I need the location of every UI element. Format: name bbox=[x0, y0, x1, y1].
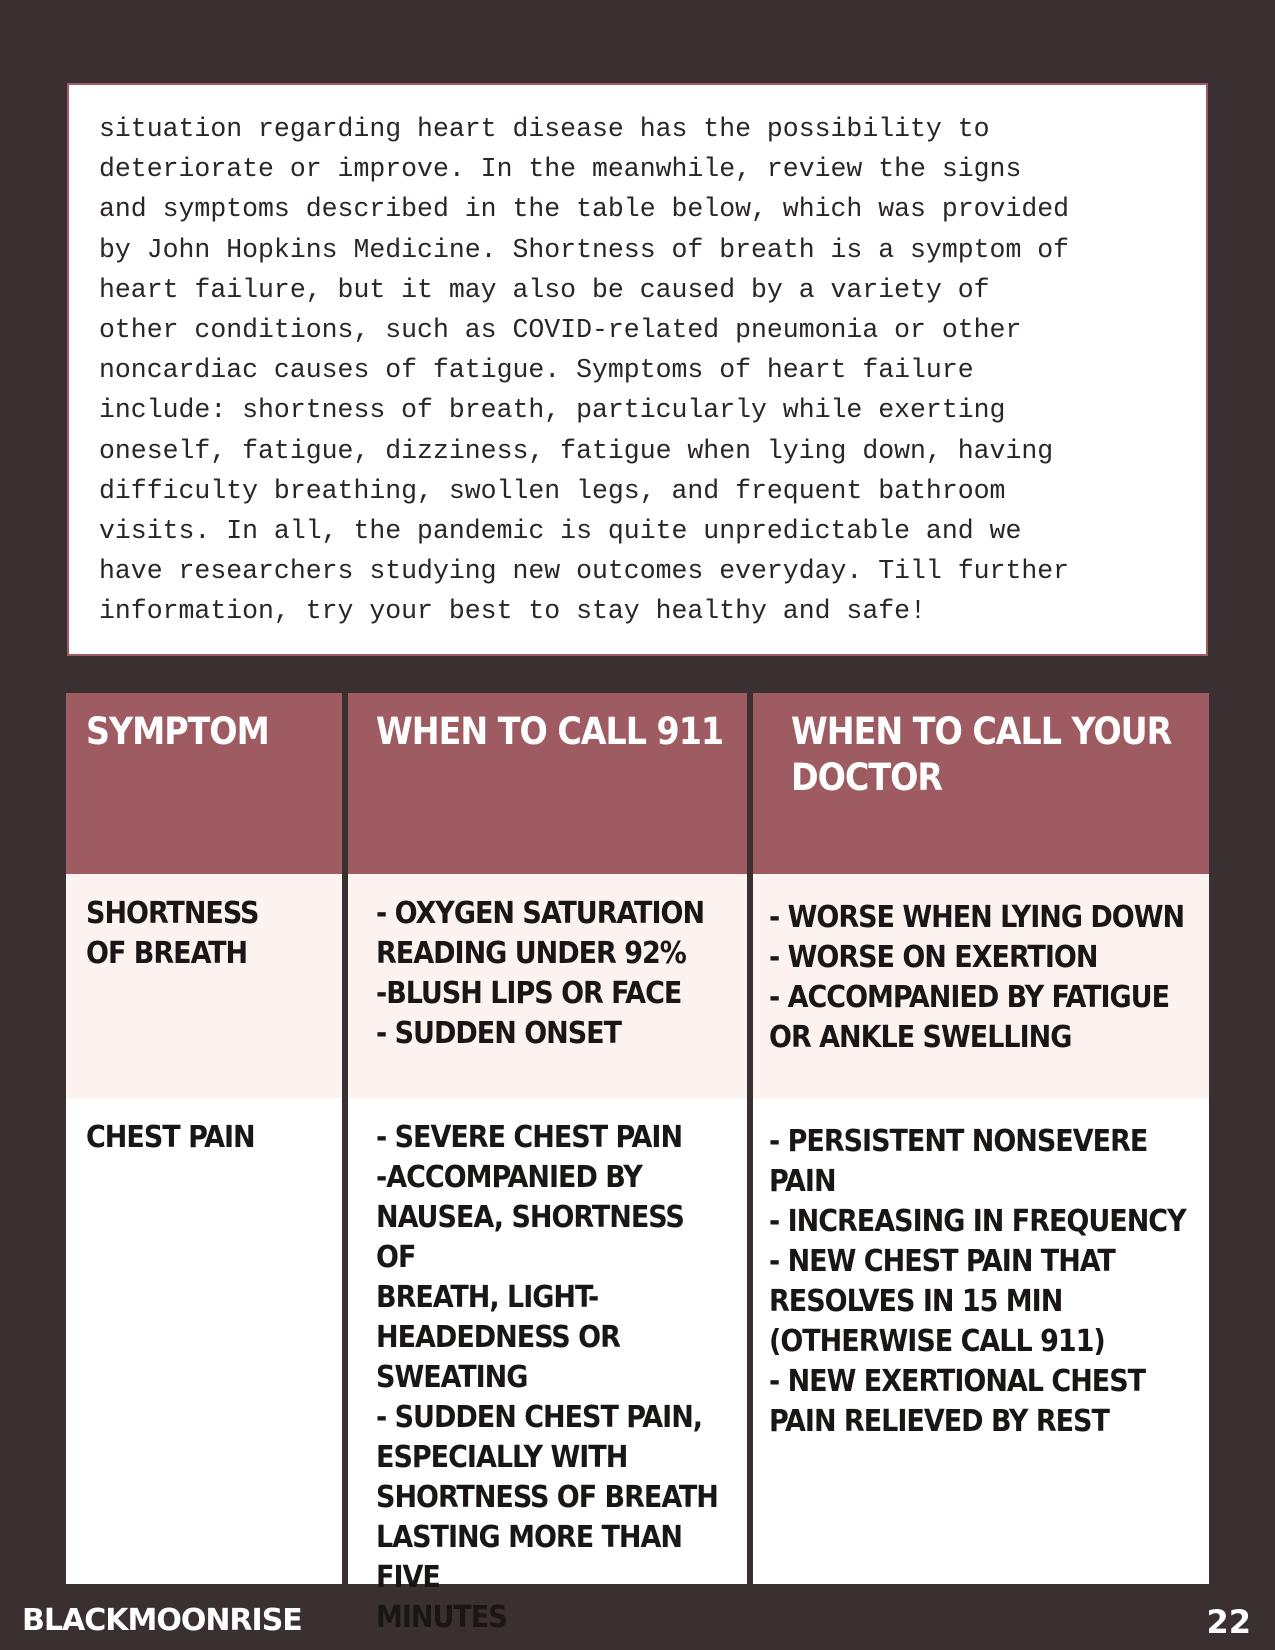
cell-line: PAIN bbox=[769, 1164, 836, 1199]
cell-line: - SUDDEN ONSET bbox=[376, 1016, 622, 1051]
cell-line: READING UNDER 92% bbox=[376, 936, 686, 971]
cell-line: SHORTNESS bbox=[86, 896, 259, 931]
cell-line: SHORTNESS OF BREATH bbox=[376, 1480, 718, 1515]
cell-line: - SUDDEN CHEST PAIN, bbox=[376, 1400, 703, 1435]
footer-brand: BLACKMOONRISE bbox=[22, 1603, 302, 1638]
row-chest-pain-call-911 bbox=[348, 1098, 747, 1635]
cell-line: OF BREATH bbox=[86, 936, 248, 971]
cell-line: NAUSEA, SHORTNESS OF bbox=[376, 1200, 684, 1275]
cell-line: - WORSE WHEN LYING DOWN bbox=[769, 900, 1185, 935]
row-shortness-symptom bbox=[66, 874, 342, 1098]
cell-line: - PERSISTENT NONSEVERE bbox=[769, 1124, 1148, 1159]
cell-line: PAIN RELIEVED BY REST bbox=[769, 1404, 1109, 1439]
cell-line: - INCREASING IN FREQUENCY bbox=[769, 1204, 1186, 1239]
cell-line: -BLUSH LIPS OR FACE bbox=[376, 976, 682, 1011]
cell-line: - NEW EXERTIONAL CHEST bbox=[769, 1364, 1146, 1399]
cell-line: - NEW CHEST PAIN THAT bbox=[769, 1244, 1115, 1279]
cell-line: ESPECIALLY WITH bbox=[376, 1440, 628, 1475]
row-chest-pain-call-doctor bbox=[753, 1098, 1209, 1584]
cell-line: - OXYGEN SATURATION bbox=[376, 896, 705, 931]
cell-line: CHEST PAIN bbox=[86, 1120, 255, 1155]
header-symptom: SYMPTOM bbox=[66, 693, 342, 874]
cell-line: SWEATING bbox=[376, 1360, 528, 1395]
cell-line: LASTING MORE THAN FIVE bbox=[376, 1520, 682, 1595]
cell-line: RESOLVES IN 15 MIN bbox=[769, 1284, 1063, 1319]
cell-line: BREATH, LIGHT- bbox=[376, 1280, 599, 1315]
cell-line: HEADEDNESS OR bbox=[376, 1320, 620, 1355]
cell-line: (OTHERWISE CALL 911) bbox=[769, 1324, 1105, 1359]
row-chest-pain-symptom bbox=[66, 1098, 342, 1584]
cell-line: - WORSE ON EXERTION bbox=[769, 940, 1098, 975]
header-call-911: WHEN TO CALL 911 bbox=[348, 693, 747, 874]
cell-line: MINUTES bbox=[376, 1600, 507, 1635]
cell-line: OR ANKLE SWELLING bbox=[769, 1020, 1072, 1055]
row-shortness-call-911 bbox=[348, 874, 747, 1098]
cell-line: - ACCOMPANIED BY FATIGUE bbox=[769, 980, 1170, 1015]
cell-line: - SEVERE CHEST PAIN bbox=[376, 1120, 683, 1155]
header-call-doctor: WHEN TO CALL YOUR DOCTOR bbox=[753, 693, 1209, 874]
intro-text-box bbox=[67, 83, 1208, 656]
row-shortness-call-doctor bbox=[753, 874, 1209, 1098]
page-number: 22 bbox=[1206, 1603, 1251, 1641]
cell-line: -ACCOMPANIED BY bbox=[376, 1160, 642, 1195]
intro-paragraph: situation regarding heart disease has the possibility to deteriorate or improve. In the meanwhile, review the signs and symptoms described in the table below, which was provided by John Hopkins Medicine. Shortness of breath is a symptom of heart failure, but it may also be caused by a variety of other conditions, such as COVID-related pneumonia or other noncardiac causes of fatigue. Symptoms of heart failure include: shortness of breath, particularly while exerting oneself, fatigue, dizziness, fatigue when lying down, having difficulty breathing, swollen legs, and frequent bathroom visits. In all, the pandemic is quite unpredictable and we have researchers studying new outcomes everyday. Till further information, try your best to stay healthy and safe! bbox=[99, 114, 1070, 627]
